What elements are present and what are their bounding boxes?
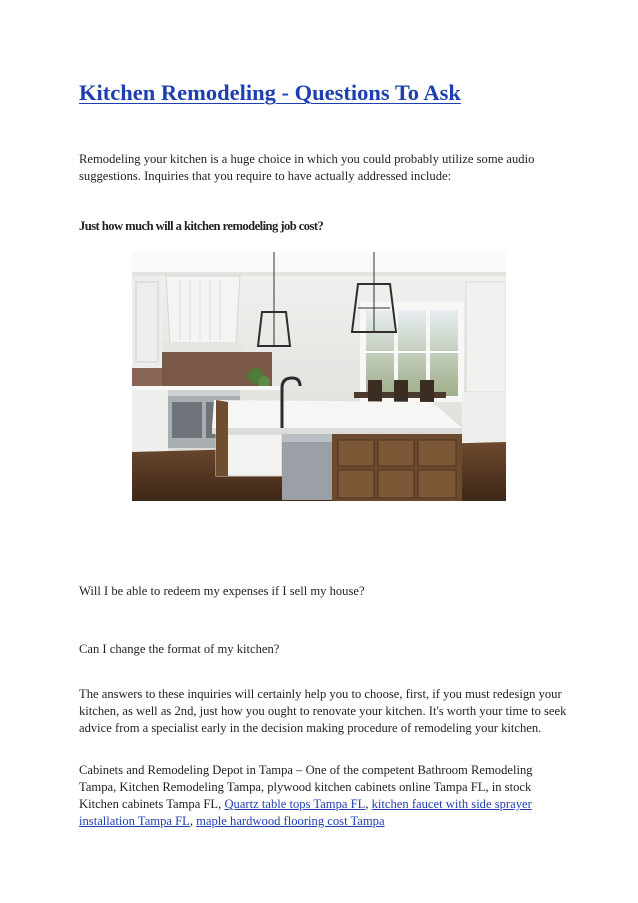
page-title: Kitchen Remodeling - Questions To Ask [79, 80, 461, 105]
answer-paragraph: The answers to these inquiries will certainly help you to choose, first, if you must redesign your kitchen, as well as 2nd, just how you ought to renovate your kitchen. It's worth your time to seek advice from a specialist early in the decision making procedure of remodeling your kitchen. [79, 687, 567, 735]
cabinets-text: Cabinets and Remodeling Depot in Tampa – One of the competent Bathroom Remodeling Tampa, Kitchen Remodeling Tampa, plywood kitchen cabinets online Tampa FL, in stock Kitchen cabinets Tampa FL, [79, 763, 533, 811]
faucet-link[interactable]: kitchen faucet with side sprayer installation Tampa FL [79, 797, 532, 828]
link-separator: , [189, 814, 197, 828]
intro-paragraph: Remodeling your kitchen is a huge choice in which you could probably utilize some audio suggestions. Inquiries that you require to have actually addressed include: [79, 152, 535, 183]
question-layout: Can I change the format of my kitchen? [79, 642, 280, 656]
link-separator: , [365, 797, 372, 811]
kitchen-photo [132, 252, 506, 501]
question-heading: Just how much will a kitchen remodeling job cost? [79, 219, 324, 233]
cabinets-paragraph [79, 762, 569, 830]
quartz-link[interactable]: Quartz table tops Tampa FL [224, 797, 366, 811]
flooring-link[interactable]: maple hardwood flooring cost Tampa [196, 814, 385, 828]
question-resale: Will I be able to redeem my expenses if I sell my house? [79, 584, 365, 598]
